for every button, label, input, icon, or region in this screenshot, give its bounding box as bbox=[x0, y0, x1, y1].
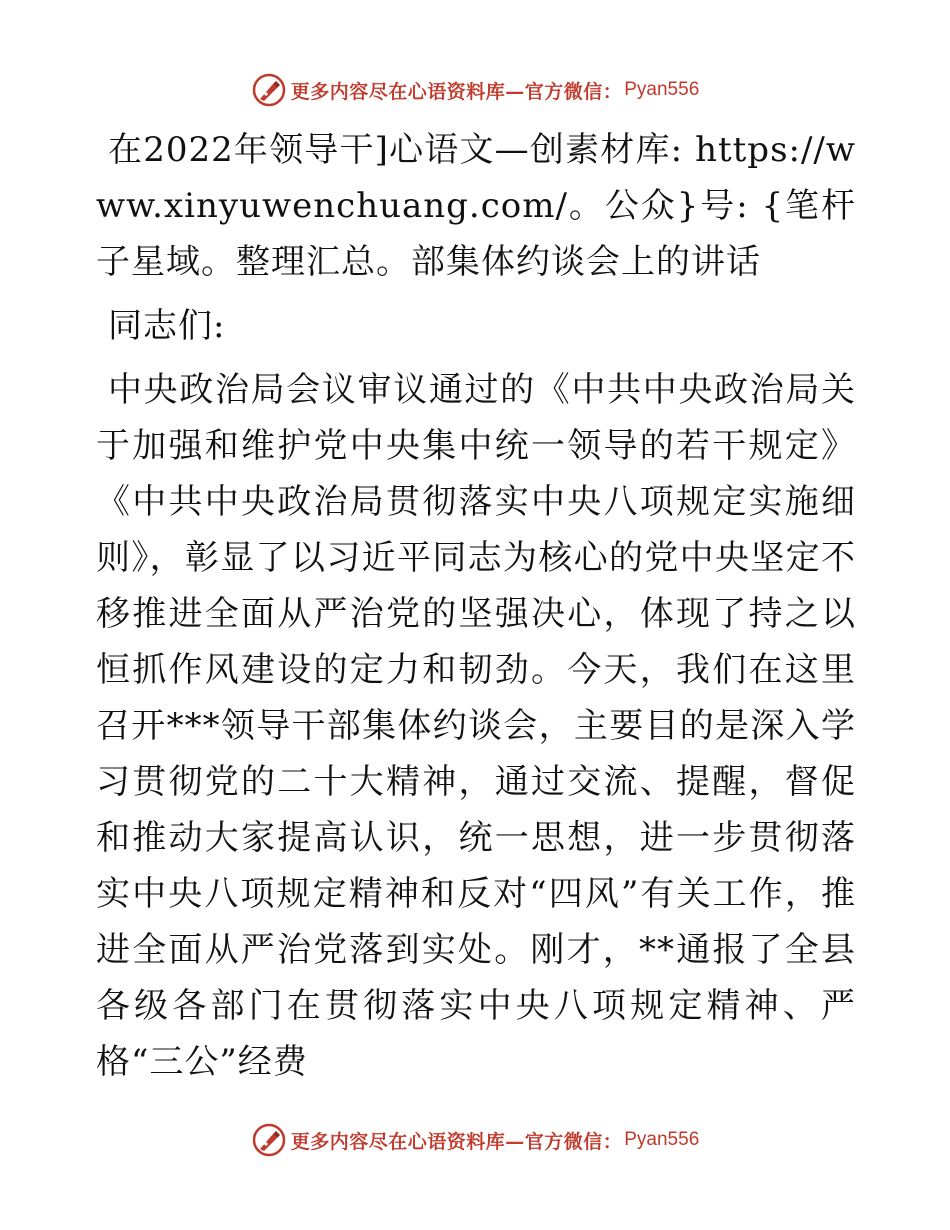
footer-banner bbox=[0, 1120, 950, 1160]
header-banner-handle: Pyan556 bbox=[624, 79, 700, 100]
pen-logo-icon bbox=[251, 1122, 287, 1158]
footer-banner-handle: Pyan556 bbox=[624, 1129, 700, 1150]
header-banner-text: 更多内容尽在心语资料库—官方微信： bbox=[290, 80, 623, 103]
footer-banner-text: 更多内容尽在心语资料库—官方微信： bbox=[290, 1130, 623, 1153]
pen-logo-icon bbox=[251, 72, 287, 108]
document-title: 在2022年领导干]心语文—创素材库: https://www.xinyuwenchuang.com/。公众}号: {笔杆子星域。整理汇总。部集体约谈会上的讲话 bbox=[96, 130, 856, 282]
salutation: 同志们: bbox=[108, 306, 226, 346]
document-content bbox=[96, 122, 856, 1090]
header-banner bbox=[0, 70, 950, 110]
body-paragraph: 中央政治局会议审议通过的《中共中央政治局关于加强和维护党中央集中统一领导的若干规定》《中共中央政治局贯彻落实中央八项规定实施细则》，彰显了以习近平同志为核心的党中央坚定不移推进全面从严治党的坚强决心，体现了持之以恒抓作风建设的定力和韧劲。今天，我们在这里召开***领导干部集体约谈会，主要目的是深入学习贯彻党的二十大精神，通过交流、提醒，督促和推动大家提高认识，统一思想，进一步贯彻落实中央八项规定精神和反对“四风”有关工作，推进全面从严治党落到实处。刚才，**通报了全县各级各部门在贯彻落实中央八项规定精神、严格“三公”经费 bbox=[96, 370, 856, 1082]
